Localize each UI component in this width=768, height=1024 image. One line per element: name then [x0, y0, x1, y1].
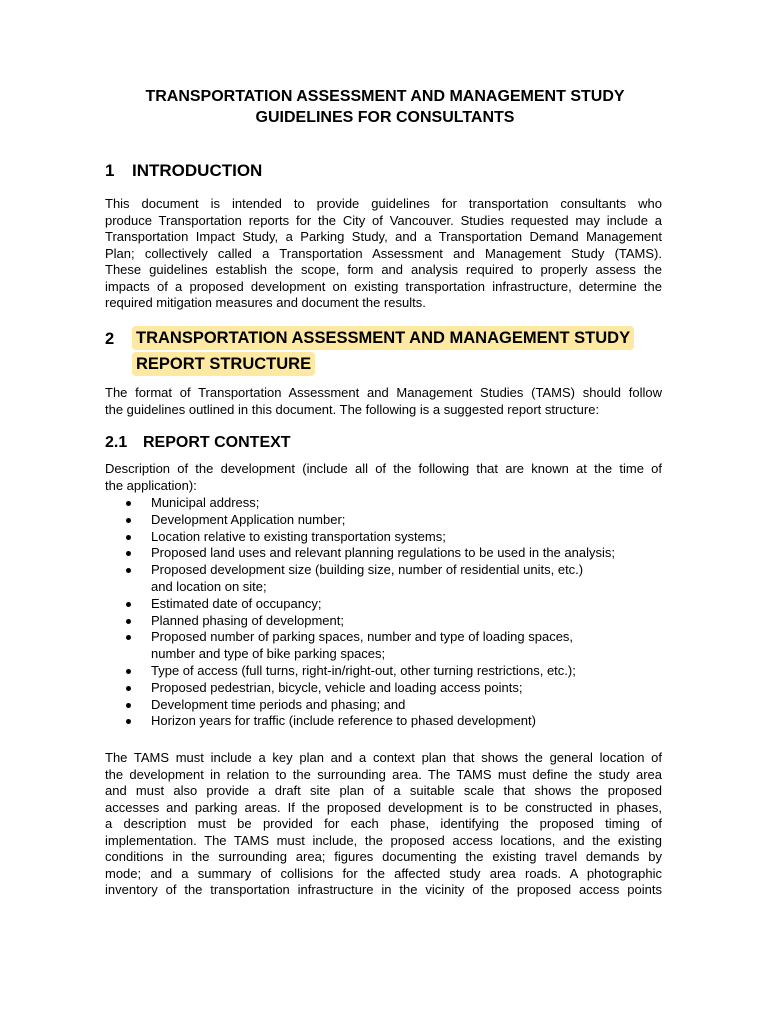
paragraph-line: The format of Transportation Assessment and Management Studies (TAMS) should follow — [105, 385, 662, 400]
bullet-item — [126, 596, 666, 613]
report-context-closing-paragraph — [105, 750, 662, 899]
document-title-line-2: GUIDELINES FOR CONSULTANTS — [255, 109, 515, 126]
paragraph-line: the development in relation to the surrounding area. The TAMS must define the study area — [105, 766, 662, 782]
report-context-intro — [105, 461, 662, 494]
document-title — [105, 86, 665, 128]
bullet-item — [126, 629, 666, 663]
bullet-item — [126, 680, 666, 697]
paragraph-line: Plan; collectively called a Transportation Assessment and Management Study (TAMS). — [105, 245, 662, 261]
bullet-icon — [126, 602, 131, 607]
paragraph-line: Transportation Impact Study, a Parking Study, and a Transportation Demand Management — [105, 229, 662, 244]
bullet-text: Horizon years for traffic (include reference to phased development) — [151, 713, 536, 729]
paragraph-line: impacts of a proposed development on existing transportation infrastructure, determine the — [105, 278, 662, 294]
section-1-title: INTRODUCTION — [132, 161, 263, 180]
paragraph-line: the application): — [105, 477, 197, 493]
paragraph-line: the guidelines outlined in this document. The following is a suggested report structure: — [105, 401, 600, 417]
section-1-number: 1 — [105, 161, 115, 180]
paragraph-line: conditions in the surrounding area; figures documenting the existing travel demands by — [105, 849, 662, 864]
paragraph-line: accesses and parking areas. If the proposed development is to be constructed in phases, — [105, 799, 662, 815]
section-2-highlighted-title — [132, 326, 634, 378]
bullet-text: Estimated date of occupancy; — [151, 595, 322, 611]
bullet-text: Proposed pedestrian, bicycle, vehicle and loading access points; — [151, 679, 523, 695]
bullet-icon — [126, 719, 131, 724]
section-2-title-line-2: REPORT STRUCTURE — [132, 352, 315, 376]
bullet-text: Development time periods and phasing; and — [151, 696, 406, 712]
bullet-text: Development Application number; — [151, 511, 346, 527]
paragraph-line: The TAMS must include a key plan and a context plan that shows the general location of — [105, 750, 662, 765]
bullet-text-continued: number and type of bike parking spaces; — [151, 646, 386, 662]
bullet-text: Proposed number of parking spaces, number and type of loading spaces, — [151, 629, 574, 645]
paragraph-line: These guidelines establish the scope, form and analysis required to properly assess the — [105, 262, 662, 277]
section-1-paragraph — [105, 196, 662, 312]
paragraph-line: a description must be provided for each phase, identifying the proposed timing of — [105, 816, 662, 831]
section-2-1-number: 2.1 — [105, 434, 128, 451]
bullet-text: Proposed land uses and relevant planning regulations to be used in the analysis; — [151, 545, 615, 561]
bullet-text-continued: and location on site; — [151, 578, 267, 594]
bullet-item — [126, 713, 666, 730]
bullet-icon — [126, 568, 131, 573]
bullet-icon — [126, 635, 131, 640]
paragraph-line: produce Transportation reports for the City of Vancouver. Studies requested may include a — [105, 212, 662, 228]
report-context-bullet-list — [126, 495, 666, 730]
bullet-icon — [126, 551, 131, 556]
paragraph-line: inventory of the transportation infrastructure in the vicinity of the proposed access points — [105, 882, 662, 897]
bullet-text: Planned phasing of development; — [151, 612, 344, 628]
section-2-1-heading — [105, 433, 665, 453]
paragraph-line: Description of the development (include all of the following that are known at the time of — [105, 461, 662, 476]
bullet-item — [126, 613, 666, 630]
bullet-icon — [126, 501, 131, 506]
section-2-1-title: REPORT CONTEXT — [143, 434, 291, 451]
bullet-item — [126, 562, 666, 596]
document-title-line-1: TRANSPORTATION ASSESSMENT AND MANAGEMENT STUDY — [145, 88, 625, 105]
bullet-text: Municipal address; — [151, 495, 260, 510]
paragraph-line: This document is intended to provide guidelines for transportation consultants who — [105, 196, 662, 211]
section-2-title-line-1: TRANSPORTATION ASSESSMENT AND MANAGEMENT STUDY — [132, 326, 634, 350]
bullet-icon — [126, 518, 131, 523]
bullet-text: Type of access (full turns, right-in/right-out, other turning restrictions, etc.); — [151, 662, 576, 678]
section-2-paragraph — [105, 385, 662, 418]
bullet-item — [126, 663, 666, 680]
paragraph-line: mode; and a summary of collisions for the affected study area roads. A photographic — [105, 865, 662, 881]
bullet-text: Location relative to existing transportation systems; — [151, 528, 446, 544]
bullet-icon — [126, 619, 131, 624]
bullet-item — [126, 697, 666, 714]
bullet-icon — [126, 703, 131, 708]
bullet-item — [126, 512, 666, 529]
bullet-text: Proposed development size (building size, number of residential units, etc.) — [151, 562, 584, 578]
section-2-number: 2 — [105, 330, 115, 348]
bullet-item — [126, 495, 666, 512]
paragraph-line: and must also provide a draft site plan of a suitable scale that shows the proposed — [105, 783, 662, 798]
bullet-icon — [126, 535, 131, 540]
bullet-item — [126, 529, 666, 546]
bullet-item — [126, 545, 666, 562]
bullet-icon — [126, 669, 131, 674]
bullet-icon — [126, 686, 131, 691]
section-1-heading — [105, 160, 665, 182]
paragraph-line: implementation. The TAMS must include, the proposed access locations, and the existing — [105, 832, 662, 848]
paragraph-line: required mitigation measures and document the results. — [105, 295, 426, 310]
